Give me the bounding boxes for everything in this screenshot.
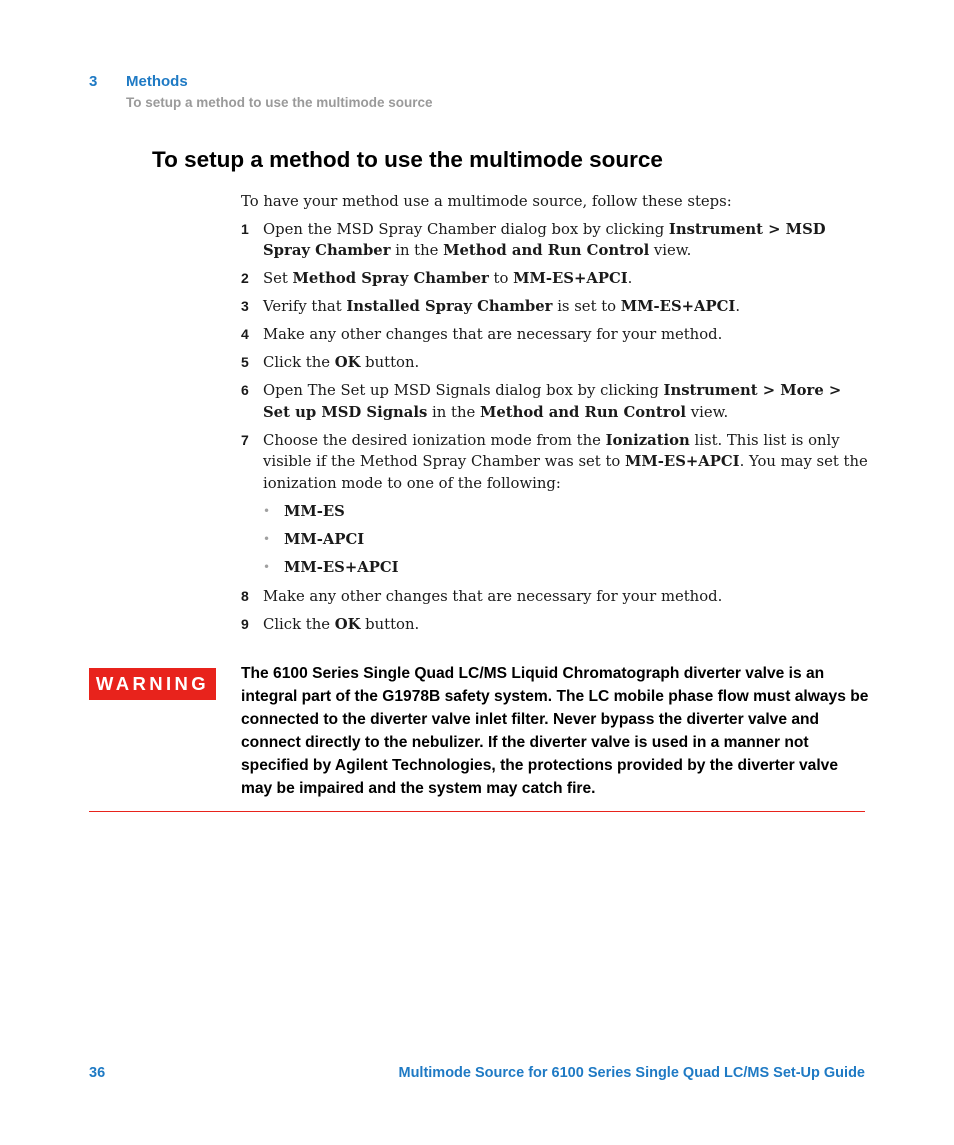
- step-number: 9: [241, 616, 249, 632]
- warning-text: The 6100 Series Single Quad LC/MS Liquid Chromatograph diverter valve is an integral part of the G1978B safety system. The LC mobile phase flow must always be connected to the diverter valve inlet filter. Never bypass the diverter valve and connect directly to the nebulizer. If the diverter valve is used in a manner not specified by Agilent Technologies, the protections provided by the diverter valve may be impaired and the system may catch fire.: [241, 665, 869, 798]
- step-text: [263, 352, 871, 374]
- list-item: [263, 529, 871, 551]
- ionization-mode: MM-APCI: [284, 530, 365, 548]
- step-9: [241, 614, 871, 636]
- step-text-plain: to: [488, 270, 514, 287]
- step-text-bold: Installed Spray Chamber: [346, 298, 553, 315]
- step-text-plain: list. This list is only visible if the Method Spray Chamber was set to: [263, 431, 840, 470]
- step-text-bold: Method and Run Control: [443, 242, 650, 259]
- step-text-plain: Click the: [263, 354, 335, 371]
- step-text: Make any other changes that are necessary for your method.: [263, 326, 723, 343]
- step-text-bold: OK: [334, 354, 361, 371]
- step-text: [263, 219, 871, 262]
- step-text-plain: .: [627, 270, 633, 287]
- step-text-plain: Choose the desired ionization mode from the: [263, 431, 606, 449]
- step-number: 3: [241, 298, 249, 314]
- step-text-bold: Instrument > MSD Spray Chamber: [263, 220, 826, 259]
- guide-title: Multimode Source for 6100 Series Single Quad LC/MS Set-Up Guide: [398, 1065, 865, 1081]
- warning-divider: [89, 811, 865, 812]
- step-text-plain: Click the: [263, 616, 335, 633]
- ionization-mode: MM-ES: [284, 502, 345, 520]
- step-number: 4: [241, 326, 249, 342]
- chapter-title: Methods: [126, 73, 188, 90]
- procedure: [241, 191, 871, 642]
- step-number: 5: [241, 354, 249, 370]
- bullet-icon: •: [263, 559, 271, 574]
- step-text-plain: button.: [360, 354, 420, 371]
- step-text-plain: is set to: [552, 298, 621, 315]
- section-title: To setup a method to use the multimode source: [152, 147, 663, 172]
- subsection-header: To setup a method to use the multimode source: [126, 95, 433, 110]
- list-item: [263, 557, 871, 579]
- step-text-plain: view.: [649, 242, 692, 259]
- step-text-bold: Method and Run Control: [479, 403, 687, 421]
- bullet-icon: •: [263, 531, 271, 546]
- step-2: [241, 268, 871, 290]
- step-number: 8: [241, 588, 249, 604]
- step-text: [263, 296, 871, 318]
- step-text-plain: .: [735, 298, 741, 315]
- step-number: 6: [241, 382, 249, 398]
- step-6: [241, 380, 871, 423]
- step-text-plain: Set: [263, 270, 293, 287]
- ionization-mode-list: [263, 501, 871, 579]
- chapter-number: 3: [89, 73, 98, 90]
- step-number: 7: [241, 431, 249, 448]
- step-text-plain: . You may set the ionization mode to one of the following:: [263, 453, 868, 492]
- step-number: 1: [241, 220, 249, 237]
- ionization-mode: MM-ES+APCI: [284, 558, 399, 576]
- chapter-header: [89, 73, 188, 90]
- step-text-plain: in the: [427, 403, 480, 421]
- step-text: Make any other changes that are necessary for your method.: [263, 588, 723, 605]
- step-text-plain: view.: [686, 403, 729, 421]
- step-text-plain: in the: [390, 242, 444, 259]
- step-text: [263, 268, 871, 290]
- step-8: [241, 586, 871, 608]
- step-text-bold: Instrument > More > Set up MSD Signals: [263, 382, 842, 421]
- step-text-plain: button.: [360, 616, 420, 633]
- step-text-bold: Ionization: [605, 431, 690, 449]
- step-3: [241, 296, 871, 318]
- step-number: 2: [241, 270, 249, 286]
- step-text-bold: MM-ES+APCI: [620, 298, 736, 315]
- step-text-plain: Verify that: [263, 298, 347, 315]
- step-text-plain: Open The Set up MSD Signals dialog box by clicking: [263, 382, 664, 399]
- step-text: [263, 380, 871, 423]
- step-text-bold: MM-ES+APCI: [625, 453, 740, 470]
- page-number: 36: [89, 1065, 106, 1081]
- step-1: [241, 219, 871, 262]
- step-text-plain: Open the MSD Spray Chamber dialog box by clicking: [263, 220, 669, 238]
- step-text: [263, 430, 871, 495]
- step-4: [241, 324, 871, 346]
- intro-text: To have your method use a multimode source, follow these steps:: [241, 193, 732, 210]
- step-text-bold: OK: [334, 616, 361, 633]
- warning-badge: WARNING: [89, 668, 216, 700]
- step-text-bold: MM-ES+APCI: [513, 270, 628, 287]
- list-item: [263, 501, 871, 523]
- step-5: [241, 352, 871, 374]
- step-text-bold: Method Spray Chamber: [292, 270, 489, 287]
- step-7: [241, 430, 871, 495]
- bullet-icon: •: [263, 503, 271, 518]
- step-text: [263, 614, 871, 636]
